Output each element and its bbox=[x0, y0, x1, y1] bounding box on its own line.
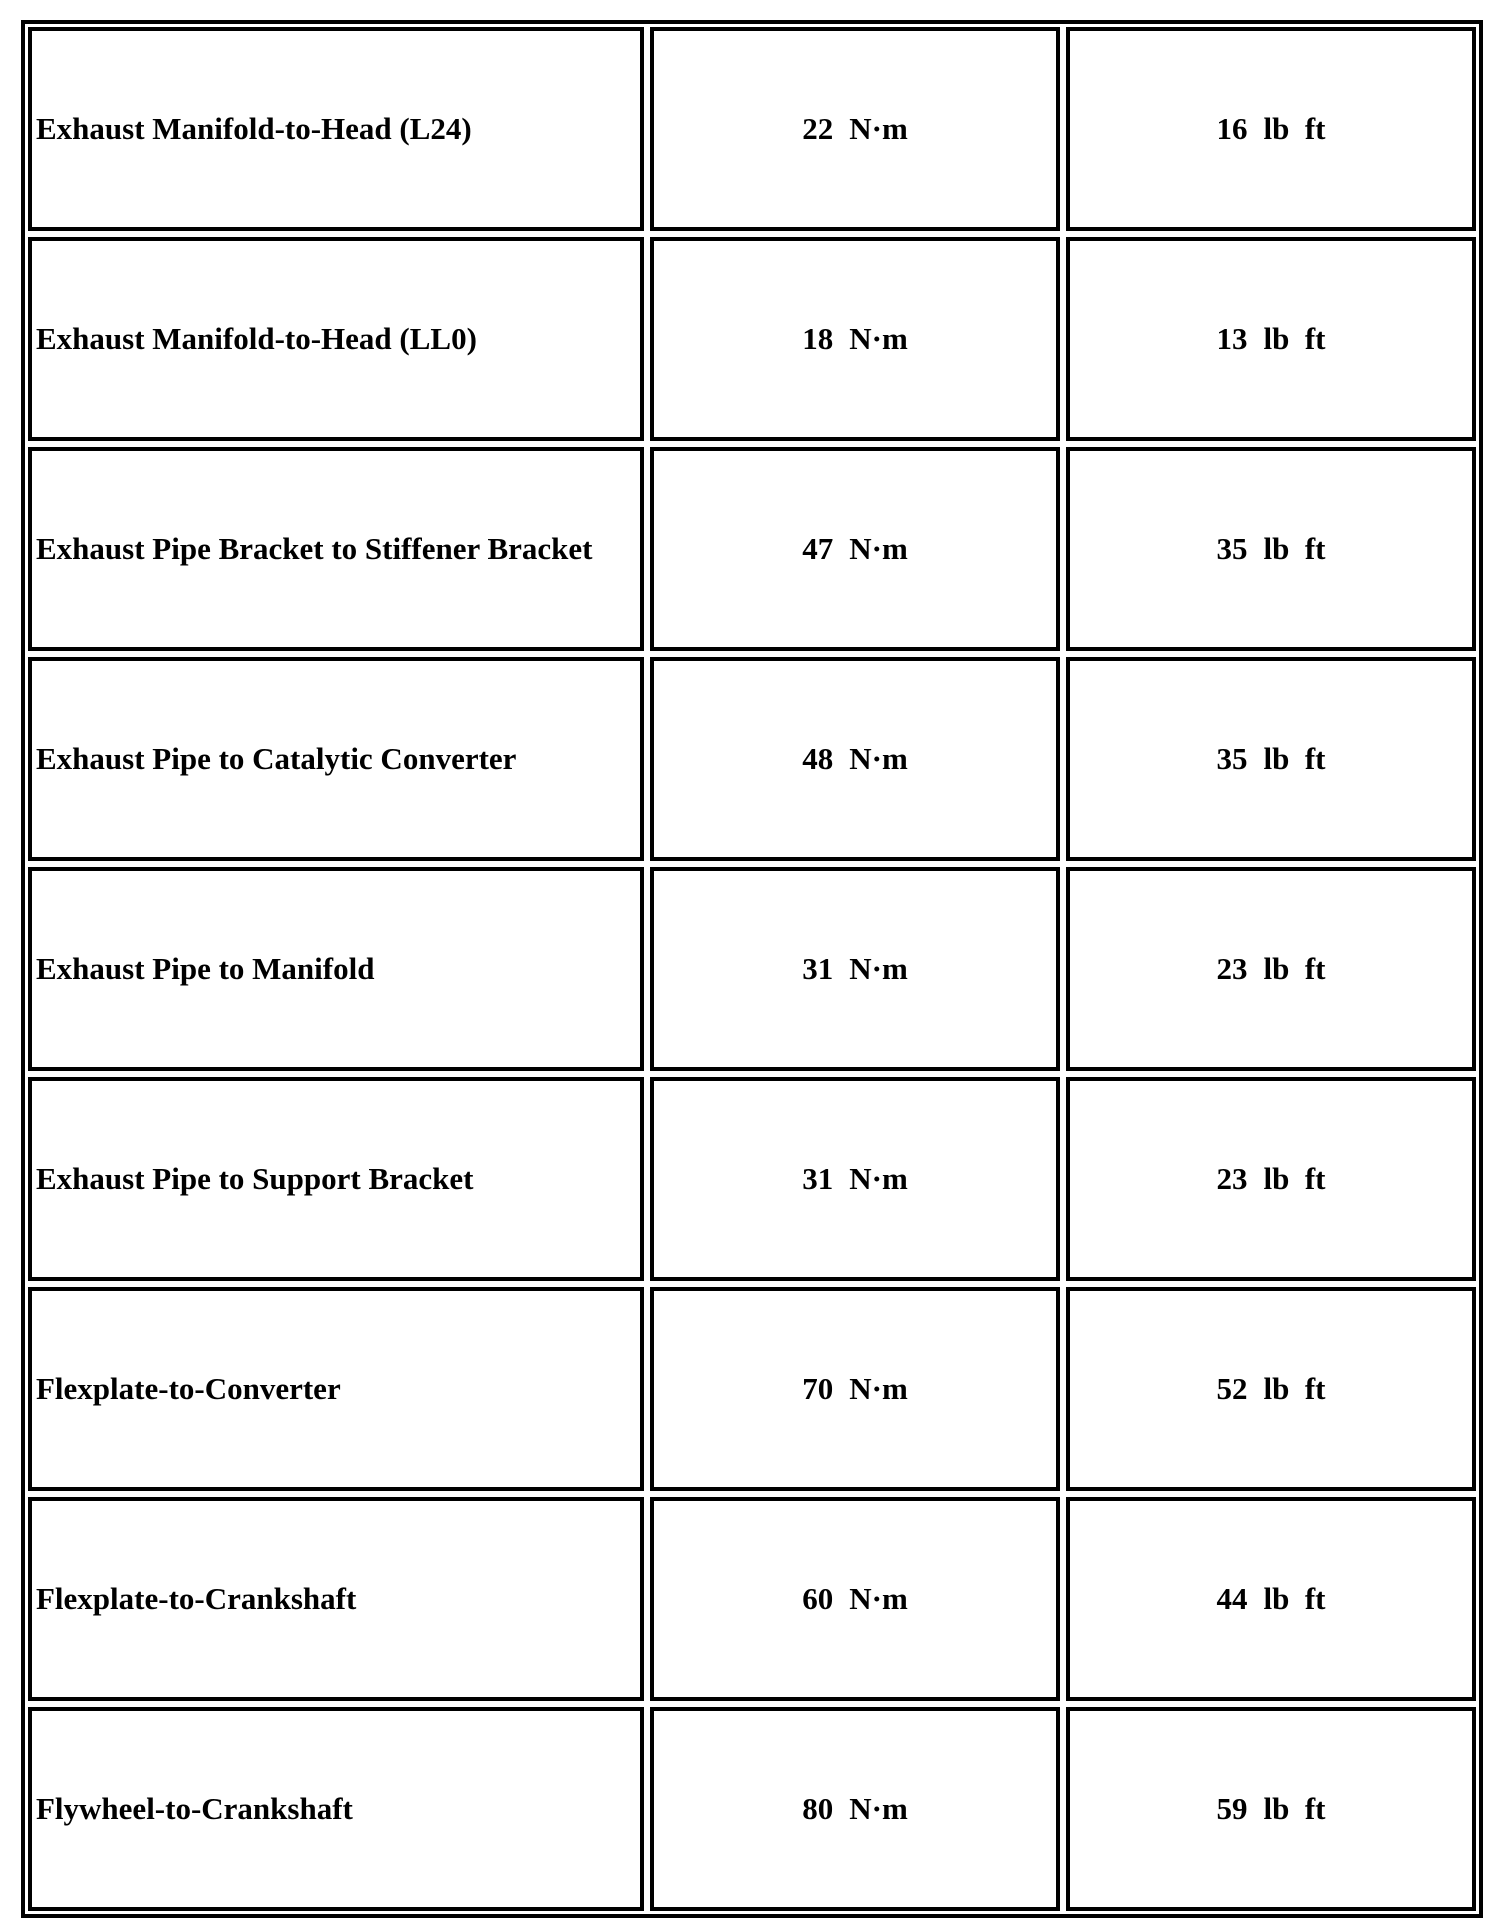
english-torque bbox=[1066, 27, 1476, 231]
metric-value: 31 bbox=[802, 951, 834, 986]
metric-value: 31 bbox=[802, 1161, 834, 1196]
table-row bbox=[25, 444, 1479, 654]
fastener-name: Flexplate-to-Crankshaft bbox=[28, 1497, 644, 1701]
english-value: 16 bbox=[1216, 111, 1248, 146]
english-torque bbox=[1066, 447, 1476, 651]
table-row bbox=[25, 1494, 1479, 1704]
fastener-name: Flywheel-to-Crankshaft bbox=[28, 1707, 644, 1911]
table-row bbox=[25, 1704, 1479, 1914]
metric-unit: N·m bbox=[849, 741, 908, 776]
metric-value: 80 bbox=[802, 1791, 834, 1826]
english-torque bbox=[1066, 867, 1476, 1071]
metric-unit: N·m bbox=[849, 1581, 908, 1616]
english-torque bbox=[1066, 1077, 1476, 1281]
english-value: 35 bbox=[1216, 531, 1248, 566]
english-value: 59 bbox=[1216, 1791, 1248, 1826]
english-value: 13 bbox=[1216, 321, 1248, 356]
english-value: 35 bbox=[1216, 741, 1248, 776]
metric-value: 22 bbox=[802, 111, 834, 146]
metric-unit: N·m bbox=[849, 321, 908, 356]
torque-spec-table bbox=[21, 20, 1483, 1918]
table-row bbox=[25, 654, 1479, 864]
english-unit: lb ft bbox=[1263, 531, 1326, 566]
english-unit: lb ft bbox=[1263, 1161, 1326, 1196]
english-unit: lb ft bbox=[1263, 321, 1326, 356]
fastener-name: Exhaust Pipe to Catalytic Converter bbox=[28, 657, 644, 861]
metric-torque bbox=[650, 27, 1060, 231]
metric-torque bbox=[650, 1707, 1060, 1911]
english-torque bbox=[1066, 1707, 1476, 1911]
metric-value: 60 bbox=[802, 1581, 834, 1616]
english-value: 44 bbox=[1216, 1581, 1248, 1616]
english-unit: lb ft bbox=[1263, 741, 1326, 776]
english-unit: lb ft bbox=[1263, 1791, 1326, 1826]
english-torque bbox=[1066, 1287, 1476, 1491]
fastener-name: Exhaust Pipe to Support Bracket bbox=[28, 1077, 644, 1281]
metric-torque bbox=[650, 447, 1060, 651]
metric-value: 70 bbox=[802, 1371, 834, 1406]
english-value: 23 bbox=[1216, 1161, 1248, 1196]
english-unit: lb ft bbox=[1263, 1581, 1326, 1616]
fastener-name: Exhaust Manifold-to-Head (LL0) bbox=[28, 237, 644, 441]
metric-value: 18 bbox=[802, 321, 834, 356]
fastener-name: Exhaust Pipe Bracket to Stiffener Bracket bbox=[28, 447, 644, 651]
metric-unit: N·m bbox=[849, 951, 908, 986]
metric-torque bbox=[650, 1077, 1060, 1281]
english-value: 52 bbox=[1216, 1371, 1248, 1406]
english-torque bbox=[1066, 237, 1476, 441]
table-row bbox=[25, 1074, 1479, 1284]
metric-unit: N·m bbox=[849, 531, 908, 566]
fastener-name: Exhaust Manifold-to-Head (L24) bbox=[28, 27, 644, 231]
english-unit: lb ft bbox=[1263, 951, 1326, 986]
table-row bbox=[25, 24, 1479, 234]
fastener-name: Exhaust Pipe to Manifold bbox=[28, 867, 644, 1071]
metric-unit: N·m bbox=[849, 111, 908, 146]
metric-torque bbox=[650, 867, 1060, 1071]
metric-value: 47 bbox=[802, 531, 834, 566]
fastener-name: Flexplate-to-Converter bbox=[28, 1287, 644, 1491]
metric-unit: N·m bbox=[849, 1791, 908, 1826]
metric-unit: N·m bbox=[849, 1161, 908, 1196]
metric-torque bbox=[650, 657, 1060, 861]
english-value: 23 bbox=[1216, 951, 1248, 986]
metric-unit: N·m bbox=[849, 1371, 908, 1406]
metric-torque bbox=[650, 1287, 1060, 1491]
english-torque bbox=[1066, 657, 1476, 861]
metric-value: 48 bbox=[802, 741, 834, 776]
table-row bbox=[25, 1284, 1479, 1494]
english-unit: lb ft bbox=[1263, 1371, 1326, 1406]
english-unit: lb ft bbox=[1263, 111, 1326, 146]
table-row bbox=[25, 234, 1479, 444]
metric-torque bbox=[650, 1497, 1060, 1701]
table-row bbox=[25, 864, 1479, 1074]
english-torque bbox=[1066, 1497, 1476, 1701]
metric-torque bbox=[650, 237, 1060, 441]
